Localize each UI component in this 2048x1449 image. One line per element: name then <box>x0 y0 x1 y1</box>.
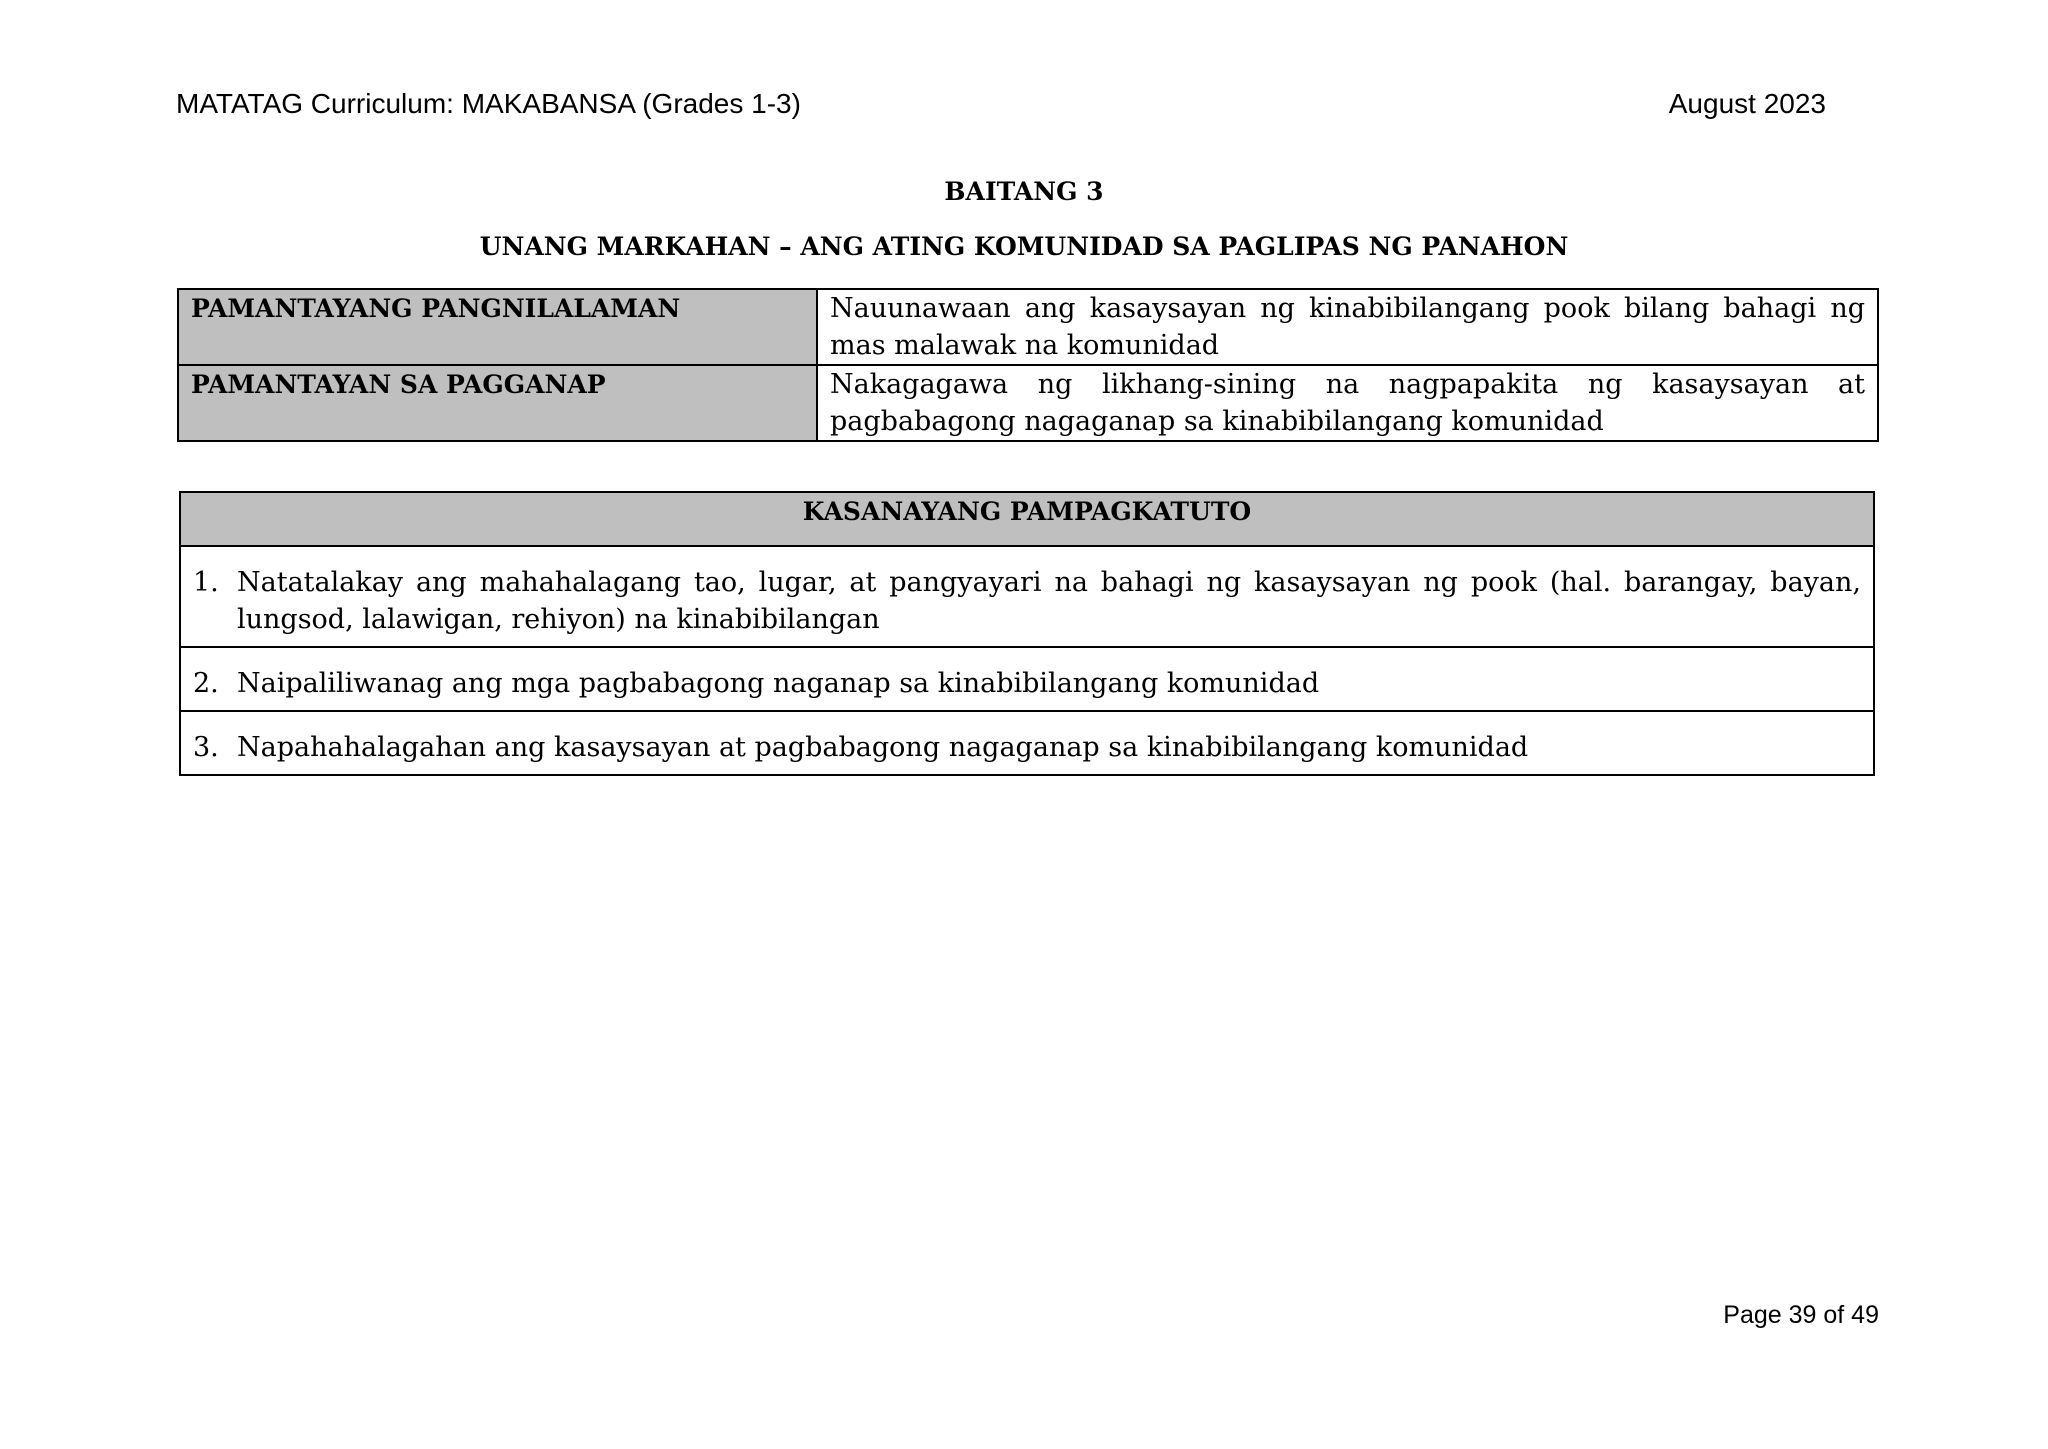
page-number: Page 39 of 49 <box>1723 1301 1879 1329</box>
competency-cell <box>180 711 1874 775</box>
competency-text: Napahahalagahan ang kasaysayan at pagbabagong nagaganap sa kinabibilangang komunidad <box>237 732 1529 763</box>
content-standard-value: Nauunawaan ang kasaysayan ng kinabibilangang pook bilang bahagi ng mas malawak na komunidad <box>817 289 1878 365</box>
competency-item <box>193 729 1861 766</box>
competency-number: 3. <box>193 732 219 763</box>
competency-row <box>180 711 1874 775</box>
competency-cell <box>180 647 1874 711</box>
competency-number: 2. <box>193 668 219 699</box>
competency-row <box>180 546 1874 647</box>
competency-cell <box>180 546 1874 647</box>
standards-row-content <box>178 289 1878 365</box>
competency-text: Natatalakay ang mahahalagang tao, lugar, at pangyayari na bahagi ng kasaysayan ng pook (hal. barangay, bayan, lungsod, lalawigan, rehiyon) na kinabibilangan <box>237 567 1861 635</box>
competencies-table <box>179 491 1875 776</box>
standards-row-performance <box>178 365 1878 441</box>
grade-title: BAITANG 3 <box>944 177 1104 206</box>
competency-item <box>193 665 1861 702</box>
competency-text: Naipaliliwanag ang mga pagbabagong naganap sa kinabibilangang komunidad <box>237 668 1320 699</box>
content-standard-label: PAMANTAYANG PANGNILALAMAN <box>178 289 817 365</box>
document-header-date: August 2023 <box>1668 88 1826 119</box>
performance-standard-value: Nakagagawa ng likhang-sining na nagpapakita ng kasaysayan at pagbabagong nagaganap sa kinabibilangang komunidad <box>817 365 1878 441</box>
performance-standard-label: PAMANTAYAN SA PAGGANAP <box>178 365 817 441</box>
competency-item <box>193 564 1861 638</box>
competencies-header: KASANAYANG PAMPAGKATUTO <box>180 492 1874 546</box>
quarter-title: UNANG MARKAHAN – ANG ATING KOMUNIDAD SA PAGLIPAS NG PANAHON <box>479 232 1569 261</box>
competency-number: 1. <box>193 567 219 598</box>
competencies-header-row <box>180 492 1874 546</box>
competency-row <box>180 647 1874 711</box>
document-header-title: MATATAG Curriculum: MAKABANSA (Grades 1-3) <box>176 88 801 119</box>
standards-table <box>177 288 1879 442</box>
